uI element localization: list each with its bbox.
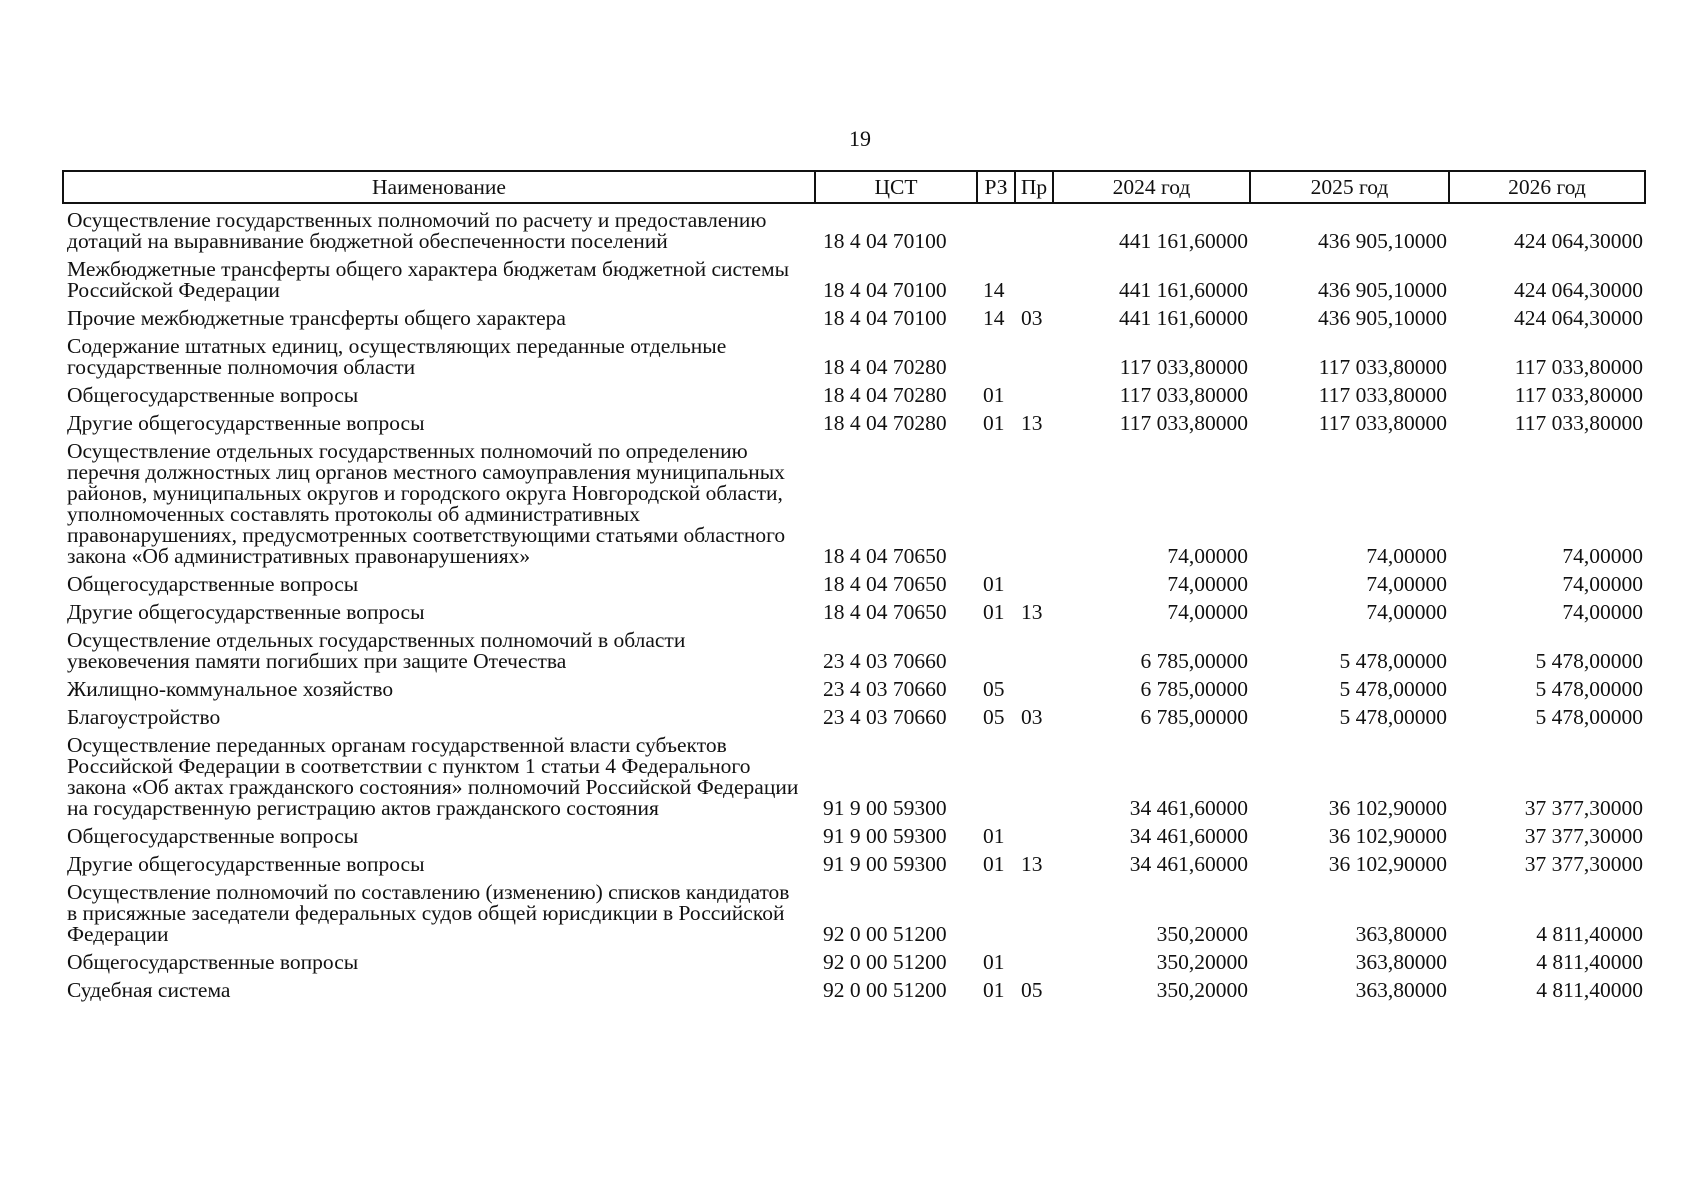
table-row xyxy=(63,703,1645,731)
row-value-2024: 74,00000 xyxy=(1167,600,1248,624)
table-row xyxy=(63,976,1645,1004)
row-cst: 18 4 04 70100 xyxy=(823,306,947,330)
table-row xyxy=(63,304,1645,332)
row-value-2025: 436 905,10000 xyxy=(1318,306,1447,330)
row-value-2026: 37 377,30000 xyxy=(1524,852,1643,876)
row-rz: 01 xyxy=(983,411,1005,435)
row-cst: 18 4 04 70280 xyxy=(823,383,947,407)
table-row xyxy=(63,570,1645,598)
row-value-2025: 74,00000 xyxy=(1366,600,1447,624)
row-value-2026: 117 033,80000 xyxy=(1514,383,1643,407)
row-name: Жилищно-коммунальное хозяйство xyxy=(67,677,394,701)
row-value-2025: 74,00000 xyxy=(1366,572,1447,596)
row-value-2025: 363,80000 xyxy=(1355,922,1447,946)
row-rz: 14 xyxy=(983,278,1005,302)
row-pr xyxy=(1015,570,1053,598)
row-value-2026: 4 811,40000 xyxy=(1536,922,1643,946)
row-pr xyxy=(1015,255,1053,304)
row-name: Осуществление государственных полномочий по расчету и предоставлению дотаций на выравнивание бюджетной обеспеченности поселений xyxy=(67,208,767,253)
row-value-2024: 74,00000 xyxy=(1167,572,1248,596)
table-row xyxy=(63,878,1645,948)
table-row xyxy=(63,332,1645,381)
row-value-2024: 117 033,80000 xyxy=(1119,355,1248,379)
table-row xyxy=(63,203,1645,255)
row-pr xyxy=(1015,203,1053,255)
row-pr: 13 xyxy=(1021,852,1043,876)
row-rz: 01 xyxy=(983,572,1005,596)
row-cst: 18 4 04 70650 xyxy=(823,600,947,624)
row-value-2026: 424 064,30000 xyxy=(1514,306,1643,330)
row-value-2025: 5 478,00000 xyxy=(1339,677,1447,701)
row-name: Другие общегосударственные вопросы xyxy=(67,852,425,876)
row-value-2024: 350,20000 xyxy=(1156,950,1248,974)
row-value-2026: 5 478,00000 xyxy=(1535,649,1643,673)
row-value-2024: 34 461,60000 xyxy=(1129,796,1248,820)
row-cst: 91 9 00 59300 xyxy=(823,796,947,820)
row-rz: 01 xyxy=(983,600,1005,624)
row-pr xyxy=(1015,626,1053,675)
row-value-2025: 117 033,80000 xyxy=(1318,411,1447,435)
header-row xyxy=(63,171,1645,203)
row-value-2026: 74,00000 xyxy=(1562,600,1643,624)
row-value-2024: 34 461,60000 xyxy=(1129,824,1248,848)
row-pr xyxy=(1015,731,1053,822)
row-value-2024: 74,00000 xyxy=(1167,544,1248,568)
row-name: Осуществление переданных органам государственной власти субъектов Российской Федерации в соответствии с пунктом 1 статьи 4 Федерального закона «Об актах гражданского состояния» полномочий Российской Федерации на государственную регистрацию актов гражданского состояния xyxy=(67,733,799,820)
row-value-2024: 6 785,00000 xyxy=(1140,677,1248,701)
row-name: Судебная система xyxy=(67,978,231,1002)
row-value-2025: 436 905,10000 xyxy=(1318,229,1447,253)
row-value-2025: 36 102,90000 xyxy=(1328,852,1447,876)
row-rz: 01 xyxy=(983,824,1005,848)
row-pr: 13 xyxy=(1021,411,1043,435)
row-value-2024: 34 461,60000 xyxy=(1129,852,1248,876)
table-row xyxy=(63,822,1645,850)
row-rz: 14 xyxy=(983,306,1005,330)
table-header xyxy=(63,171,1645,203)
row-name: Прочие межбюджетные трансферты общего характера xyxy=(67,306,566,330)
row-name: Общегосударственные вопросы xyxy=(67,824,359,848)
row-rz xyxy=(977,203,1015,255)
row-value-2024: 350,20000 xyxy=(1156,922,1248,946)
row-value-2026: 424 064,30000 xyxy=(1514,278,1643,302)
row-cst: 23 4 03 70660 xyxy=(823,705,947,729)
table-row xyxy=(63,409,1645,437)
row-rz xyxy=(977,878,1015,948)
row-rz xyxy=(977,332,1015,381)
header-2024: 2024 год xyxy=(1053,171,1250,203)
row-pr xyxy=(1015,822,1053,850)
row-pr: 05 xyxy=(1021,978,1043,1002)
row-rz: 01 xyxy=(983,852,1005,876)
row-name: Осуществление полномочий по составлению (изменению) списков кандидатов в присяжные заседатели федеральных судов общей юрисдикции в Российской Федерации xyxy=(67,880,790,946)
header-cst: ЦСТ xyxy=(815,171,977,203)
row-value-2025: 117 033,80000 xyxy=(1318,383,1447,407)
row-value-2025: 36 102,90000 xyxy=(1328,824,1447,848)
row-pr xyxy=(1015,332,1053,381)
row-value-2026: 37 377,30000 xyxy=(1524,796,1643,820)
table-row xyxy=(63,437,1645,570)
row-value-2024: 6 785,00000 xyxy=(1140,649,1248,673)
row-value-2026: 5 478,00000 xyxy=(1535,705,1643,729)
row-value-2025: 74,00000 xyxy=(1366,544,1447,568)
row-cst: 18 4 04 70100 xyxy=(823,278,947,302)
table-row xyxy=(63,731,1645,822)
row-value-2026: 424 064,30000 xyxy=(1514,229,1643,253)
row-cst: 92 0 00 51200 xyxy=(823,922,947,946)
row-value-2025: 5 478,00000 xyxy=(1339,649,1447,673)
row-name: Осуществление отдельных государственных полномочий по определению перечня должностных лиц органов местного самоуправления муниципальных районов, муниципальных округов и городского округа Новгородской области, уполномоченных составлять протоколы об административных правонарушениях, предусмотренных соответствующими статьями областного закона «Об административных правонарушениях» xyxy=(67,439,786,568)
budget-table-container xyxy=(62,170,1644,1004)
row-rz xyxy=(977,731,1015,822)
row-name: Общегосударственные вопросы xyxy=(67,572,359,596)
row-cst: 18 4 04 70100 xyxy=(823,229,947,253)
row-value-2024: 441 161,60000 xyxy=(1119,306,1248,330)
row-cst: 18 4 04 70650 xyxy=(823,572,947,596)
row-value-2024: 350,20000 xyxy=(1156,978,1248,1002)
row-name: Межбюджетные трансферты общего характера бюджетам бюджетной системы Российской Федерации xyxy=(67,257,790,302)
header-name: Наименование xyxy=(63,171,815,203)
budget-table xyxy=(62,170,1646,1004)
row-pr xyxy=(1015,381,1053,409)
row-value-2026: 4 811,40000 xyxy=(1536,950,1643,974)
header-2025: 2025 год xyxy=(1250,171,1449,203)
row-name: Общегосударственные вопросы xyxy=(67,950,359,974)
table-row xyxy=(63,850,1645,878)
row-name: Другие общегосударственные вопросы xyxy=(67,411,425,435)
row-rz xyxy=(977,437,1015,570)
row-value-2025: 5 478,00000 xyxy=(1339,705,1447,729)
table-row xyxy=(63,255,1645,304)
row-cst: 18 4 04 70280 xyxy=(823,411,947,435)
row-cst: 18 4 04 70650 xyxy=(823,544,947,568)
row-rz: 01 xyxy=(983,383,1005,407)
row-value-2026: 117 033,80000 xyxy=(1514,411,1643,435)
row-pr xyxy=(1015,878,1053,948)
row-pr: 03 xyxy=(1021,306,1043,330)
row-cst: 91 9 00 59300 xyxy=(823,824,947,848)
row-value-2025: 117 033,80000 xyxy=(1318,355,1447,379)
row-value-2026: 117 033,80000 xyxy=(1514,355,1643,379)
row-pr: 13 xyxy=(1021,600,1043,624)
row-pr xyxy=(1015,675,1053,703)
row-name: Другие общегосударственные вопросы xyxy=(67,600,425,624)
row-pr xyxy=(1015,437,1053,570)
row-value-2026: 4 811,40000 xyxy=(1536,978,1643,1002)
row-rz: 05 xyxy=(983,705,1005,729)
row-value-2024: 117 033,80000 xyxy=(1119,411,1248,435)
table-row xyxy=(63,598,1645,626)
row-name: Содержание штатных единиц, осуществляющих переданные отдельные государственные полномочия области xyxy=(67,334,727,379)
row-value-2024: 441 161,60000 xyxy=(1119,278,1248,302)
table-row xyxy=(63,381,1645,409)
row-cst: 23 4 03 70660 xyxy=(823,649,947,673)
page-number: 19 xyxy=(849,126,871,151)
row-value-2025: 436 905,10000 xyxy=(1318,278,1447,302)
header-2026: 2026 год xyxy=(1449,171,1645,203)
row-pr xyxy=(1015,948,1053,976)
row-pr: 03 xyxy=(1021,705,1043,729)
row-rz: 01 xyxy=(983,950,1005,974)
row-name: Благоустройство xyxy=(67,705,221,729)
table-body xyxy=(63,203,1645,1004)
row-cst: 92 0 00 51200 xyxy=(823,950,947,974)
row-cst: 18 4 04 70280 xyxy=(823,355,947,379)
header-pr: Пр xyxy=(1015,171,1053,203)
row-cst: 23 4 03 70660 xyxy=(823,677,947,701)
row-value-2026: 37 377,30000 xyxy=(1524,824,1643,848)
row-cst: 92 0 00 51200 xyxy=(823,978,947,1002)
row-value-2025: 363,80000 xyxy=(1355,978,1447,1002)
row-value-2025: 363,80000 xyxy=(1355,950,1447,974)
table-row xyxy=(63,626,1645,675)
row-rz xyxy=(977,626,1015,675)
row-name: Осуществление отдельных государственных полномочий в области увековечения памяти погибших при защите Отечества xyxy=(67,628,686,673)
row-value-2024: 6 785,00000 xyxy=(1140,705,1248,729)
row-value-2024: 117 033,80000 xyxy=(1119,383,1248,407)
row-value-2026: 74,00000 xyxy=(1562,544,1643,568)
row-cst: 91 9 00 59300 xyxy=(823,852,947,876)
row-rz: 05 xyxy=(983,677,1005,701)
row-value-2026: 5 478,00000 xyxy=(1535,677,1643,701)
table-row xyxy=(63,675,1645,703)
row-value-2024: 441 161,60000 xyxy=(1119,229,1248,253)
row-rz: 01 xyxy=(983,978,1005,1002)
row-value-2026: 74,00000 xyxy=(1562,572,1643,596)
row-value-2025: 36 102,90000 xyxy=(1328,796,1447,820)
table-row xyxy=(63,948,1645,976)
header-rz: РЗ xyxy=(977,171,1015,203)
row-name: Общегосударственные вопросы xyxy=(67,383,359,407)
